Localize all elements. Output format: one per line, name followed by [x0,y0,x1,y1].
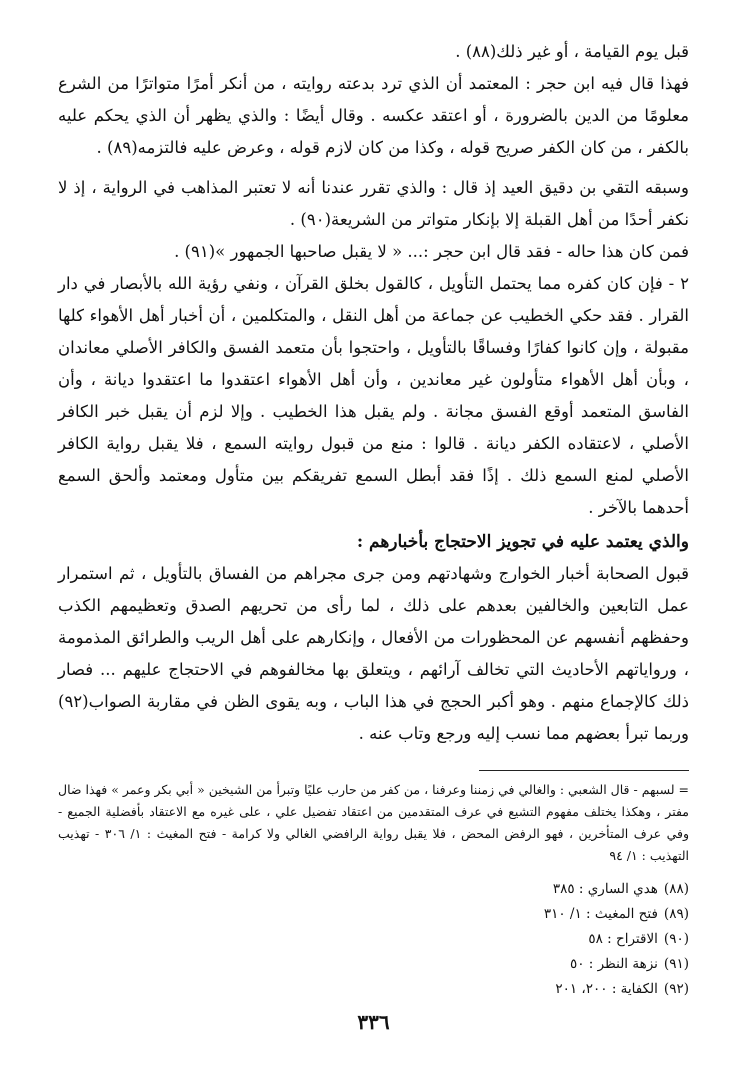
footnote-continued: = لسبهم - قال الشعبي : والغالي في زمننا وعرفنا ، من كفر من حارب عليًا وتبرأ من الشيخين « أبي بكر وعمر » فهذا ضال مفتر ، وهكذا يختلف مفهوم التشيع في عرف المتقدمين من اعتقاد تفضيل علي ، على غيره مع الاعتقاد بأفضلية الجميع - وفي عرف المتأخرين ، فهو الرفض المحض ، فلا يقبل رواية الرافضي الغالي ولا كرامة - فتح المغيث : ١/ ٣٠٦ - تهذيب التهذيب : ١/ ٩٤ [58,782,689,863]
paragraph-3: وسبقه التقي بن دقيق العيد إذ قال : والذي تقرر عندنا أنه لا تعتبر المذاهب في الرواية ، إذ لا نكفر أحدًا من أهل القبلة إلا بإنكار متواتر من الشريعة(٩٠) . [58,178,689,229]
paragraph-1: قبل يوم القيامة ، أو غير ذلك(٨٨) . [455,42,689,61]
paragraph-4: فمن كان هذا حاله - فقد قال ابن حجر :... « لا يقبل صاحبها الجمهور »(٩١) . [174,242,689,261]
footnote-89 [58,902,689,927]
paragraph-5: ٢ - فإن كان كفره مما يحتمل التأويل ، كالقول بخلق القرآن ، ونفي رؤية الله بالأبصار في دار القرار . فقد حكي الخطيب عن جماعة من أهل النقل ، والمتكلمين ، أن أخبار أهل الأهواء كلها مقبولة ، وإن كانوا كفارًا وفساقًا بالتأويل ، واحتجوا بأن متعمد الفسق والكافر الأصلي معاندان ، وبأن أهل الأهواء متأولون غير معاندين ، وأن أهل الأهواء اعتقدوا ما اعتقدوا ديانة ، وأن الفاسق المتعمد أوقع الفسق مجانة . ولم يقبل هذا الخطيب . وإلا لزم أن يقبل خبر الكافر الأصلي ، لاعتقاده الكفر ديانة . قالوا : منع من قبول روايته السمع ، فلا يقبل رواية الكافر الأصلي لمنع السمع ذلك . إذًا فقد أبطل السمع تفريقكم بين متأول ومعتمد وألحق السمع أحدهما بالآخر . [58,274,689,517]
footnote-number: (٨٨) [663,881,689,897]
footnotes [58,779,689,1002]
main-text [58,36,689,750]
footnote-text: فتح المغيث : ١/ ٣١٠ [543,906,658,922]
footnote-number: (٩٠) [663,931,689,947]
footnote-91 [58,952,689,977]
footnote-number: (٨٩) [663,906,689,922]
section-heading: والذي يعتمد عليه في تجويز الاحتجاج بأخبارهم : [356,532,689,552]
footnote-text: الاقتراح : ٥٨ [588,931,658,947]
footnote-divider [479,770,689,771]
footnote-90 [58,927,689,952]
page-number: ٣٣٦ [357,1010,390,1034]
footnote-text: هدي الساري : ٣٨٥ [552,881,658,897]
paragraph-6: قبول الصحابة أخبار الخوارج وشهادتهم ومن جرى مجراهم من الفساق بالتأويل ، ثم استمرار عمل التابعين والخالفين بعدهم على ذلك ، لما رأى من تحريهم الصدق وتعظيمهم الكذب وحفظهم أنفسهم عن المحظورات من الأفعال ، وإنكارهم على أهل الريب والطرائق المذمومة ، ورواياتهم الأحاديث التي تخالف آرائهم ، ويتعلق بها مخالفوهم في الاحتجاج عليهم ... فصار ذلك كالإجماع منهم . وهو أكبر الحجج في هذا الباب ، وبه يقوى الظن في مقاربة الصواب(٩٢) وربما تبرأ بعضهم مما نسب إليه ورجع وتاب عنه . [58,564,689,743]
footnote-number: (٩٢) [663,981,689,997]
paragraph-2: فهذا قال فيه ابن حجر : المعتمد أن الذي ترد بدعته روايته ، من أنكر أمرًا متواترًا من الشرع معلومًا من الدين بالضرورة ، أو اعتقد عكسه . وقال أيضًا : والذي يظهر أن الذي يحكم عليه بالكفر ، من كان الكفر صريح قوله ، وكذا من كان لازم قوله ، وعرض عليه فالتزمه(٨٩) . [58,74,689,157]
footnote-92 [58,977,689,1002]
footnote-text: الكفاية : ٢٠٠، ٢٠١ [555,981,658,997]
footnote-number: (٩١) [663,956,689,972]
footnote-88 [58,877,689,902]
footnote-text: نزهة النظر : ٥٠ [569,956,658,972]
